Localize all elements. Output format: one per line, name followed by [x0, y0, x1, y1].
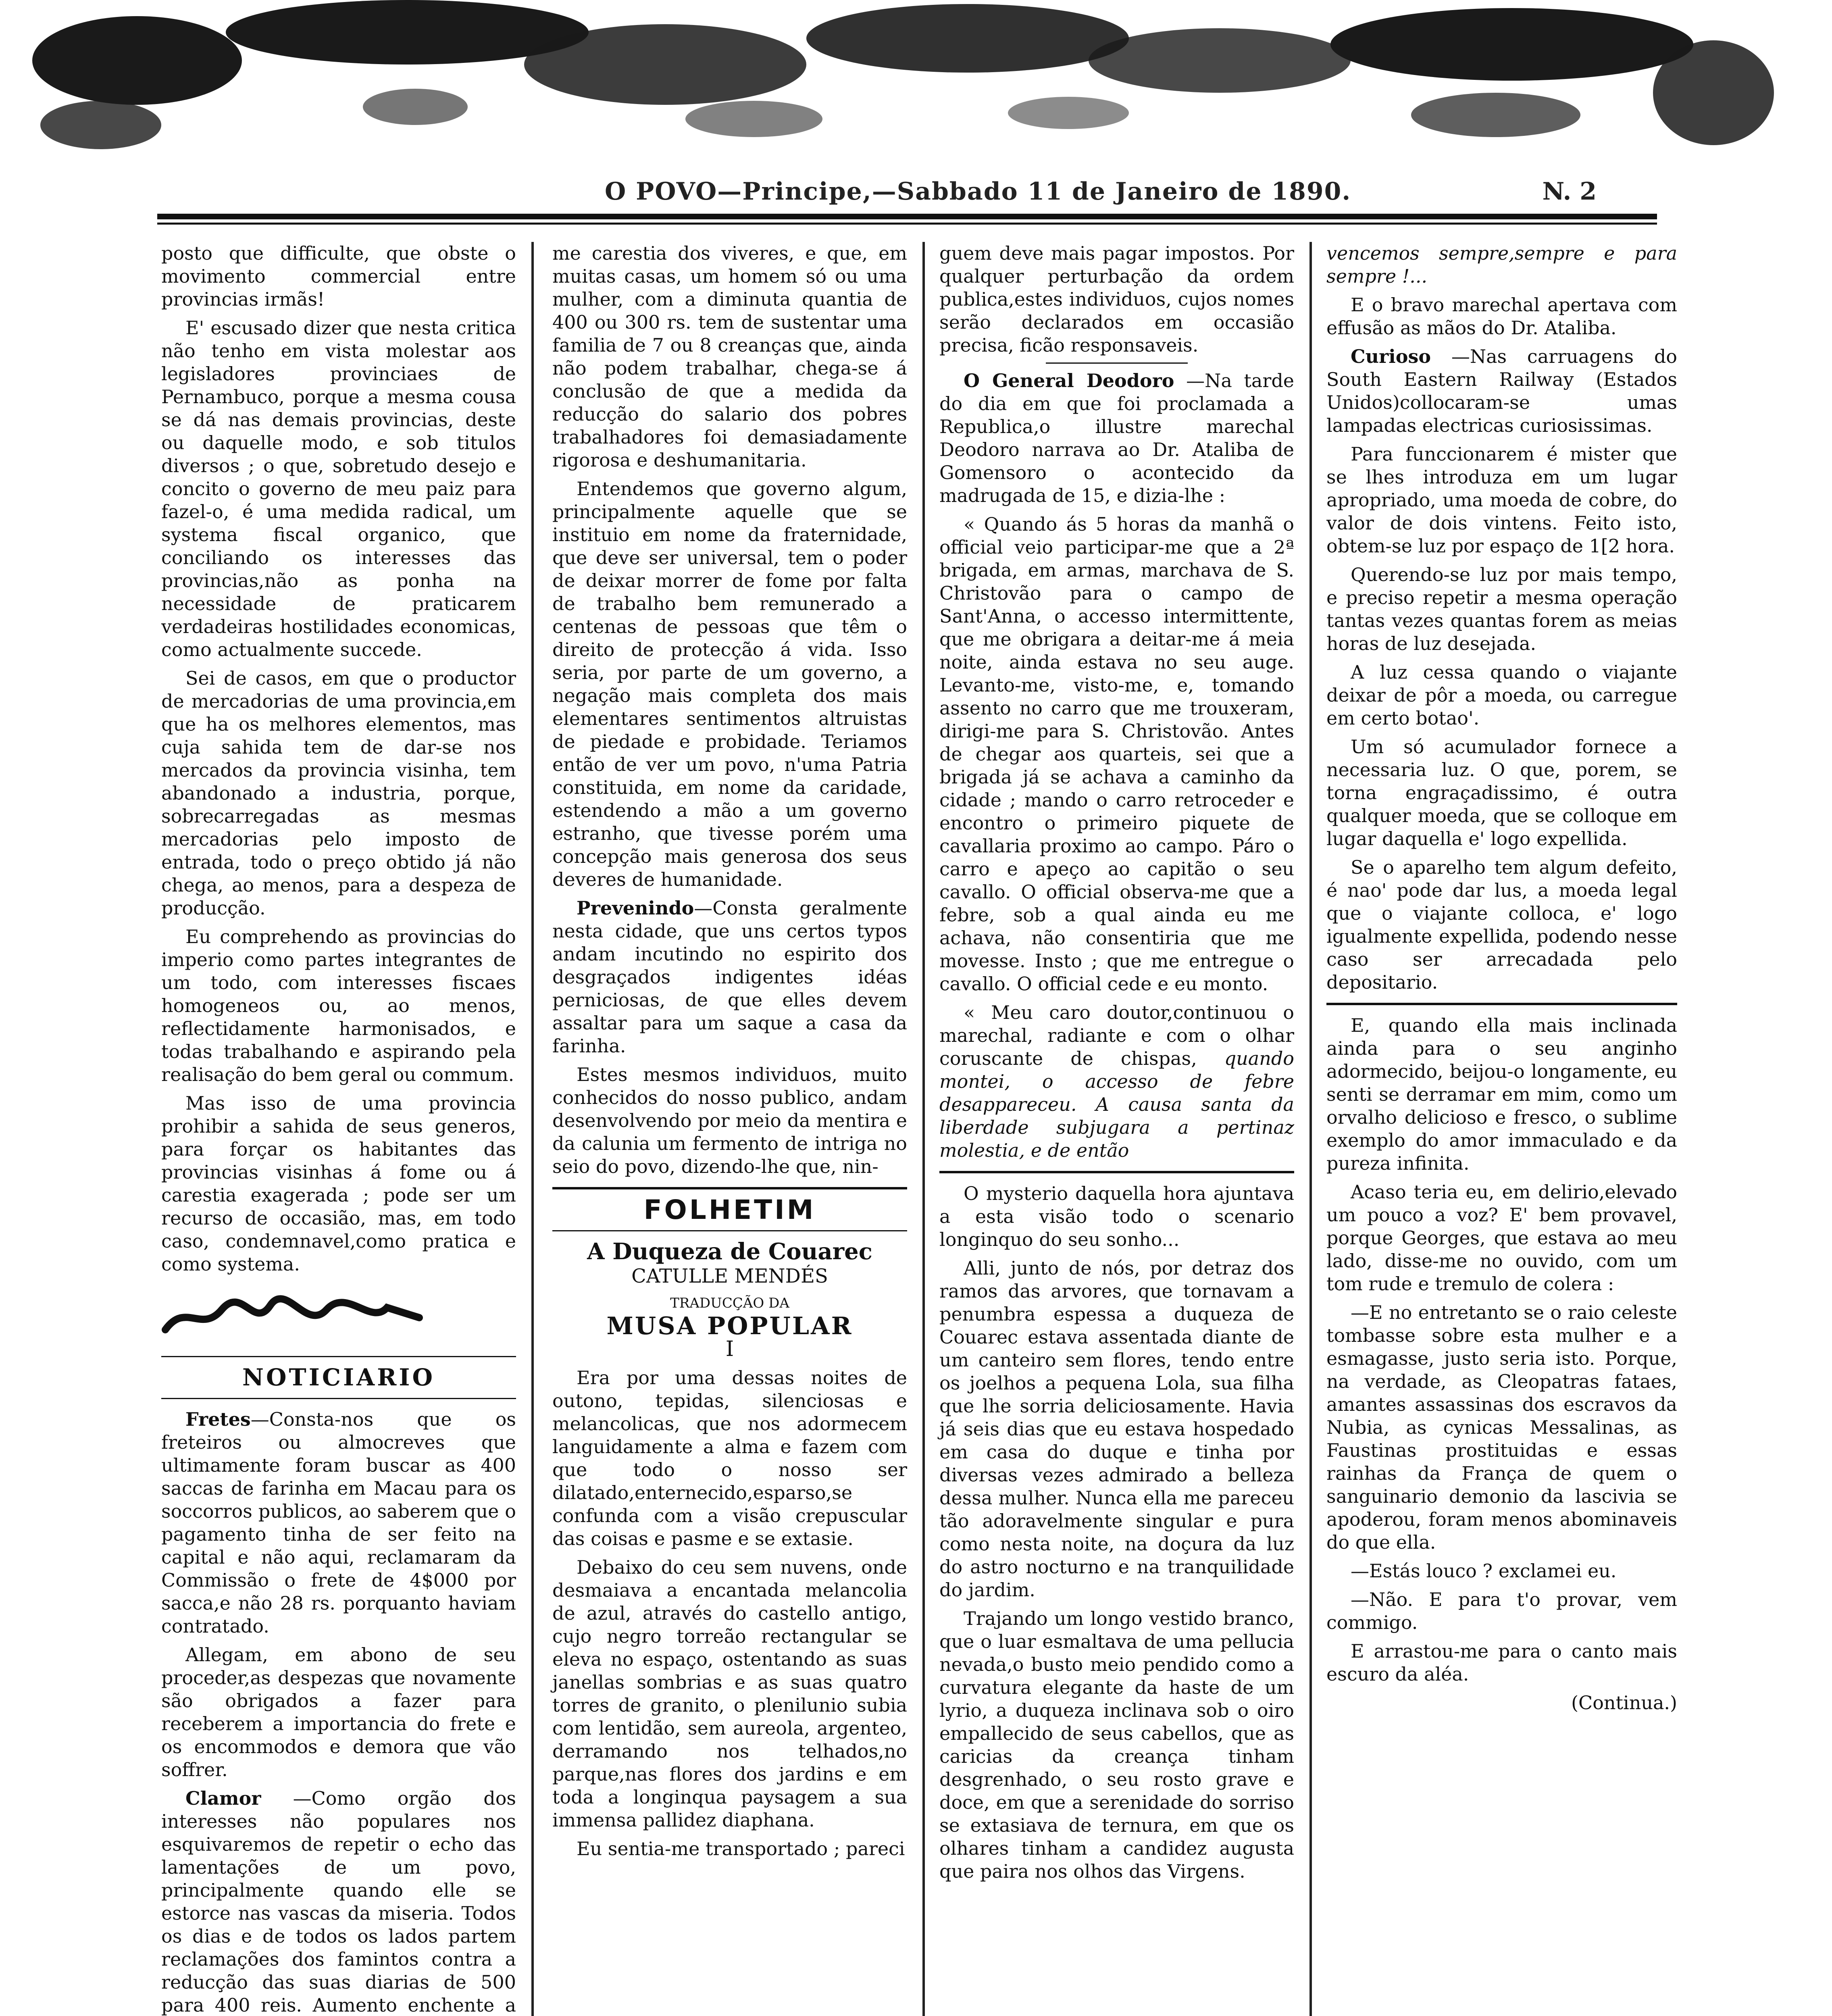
masthead-line: [258, 177, 1597, 214]
col4-paragraph: Querendo-se luz por mais tempo, e preciso repetir a mesma operação tantas vezes quantas forem as meias horas de luz desejada.: [1326, 564, 1677, 654]
rule: [1046, 362, 1188, 364]
news-curioso-text: —Nas carruagens do South Eastern Railway (Estados Unidos)collocaram-se umas lampadas electricas curiosissimas.: [1326, 346, 1677, 436]
col4-paragraph: E o bravo marechal apertava com effusão as mãos do Dr. Ataliba.: [1326, 294, 1677, 339]
news-curioso: [1326, 345, 1677, 437]
feuilleton-author: CATULLE MENDÉS: [631, 1265, 828, 1287]
rule: [552, 1187, 907, 1189]
rule: [1326, 1003, 1677, 1005]
col1-paragraph: E' escusado dizer que nesta critica não tenho em vista molestar aos legisladores provinciaes de Pernambuco, porque a mesma cousa se dá nas demais provincias, deste ou daquelle modo, e sob titulos diversos ; o que, sobretudo desejo e concito o governo de meu paiz para fazel-o, é uma medida radical, um systema fiscal organico, que conciliando os interesses das provincias,não as ponha na necessidade de praticarem verdadeiras hostilidades economicas, como actualmente succede.: [161, 317, 516, 660]
news-fretes: [161, 1408, 516, 1638]
feuilleton-paragraph: E arrastou-me para o canto mais escuro da aléa.: [1326, 1640, 1677, 1685]
header-rule: [157, 214, 1657, 219]
feuilleton-paragraph: E, quando ella mais inclinada ainda para o seu anginho adormecido, beijou-o longamente, eu senti se derramar em mim, como um orvalho delicioso e fresco, o sublime exemplo do amor immaculado e da pureza infinita.: [1326, 1014, 1677, 1174]
rule: [552, 1230, 907, 1231]
rule: [939, 1171, 1294, 1173]
column-2: [552, 242, 907, 1866]
folhetim-title: FOLHETIM: [643, 1194, 816, 1225]
feuilleton-paragraph: Trajando um longo vestido branco, que o luar esmaltava de uma pellucia nevada,o busto meio pendido como a curvatura elegante da haste de um lyrio, a duqueza inclinava sob o oiro empallecido de seus cabellos, que as caricias da creança tinham desgrenhado, o seu rosto grave e doce, em que a serenidade do sorriso se extasiava de ternura, em que os olhares tinham a candidez augusta que paira nos olhos das Virgens.: [939, 1608, 1294, 1882]
news-deodoro-title: O General Deodoro: [964, 370, 1174, 392]
col4-paragraph: A luz cessa quando o viajante deixar de pôr a moeda, ou carregue em certo botao'.: [1326, 661, 1677, 729]
column-3: [939, 242, 1294, 1889]
column-rule: [1309, 242, 1312, 2016]
feuilleton-title: A Duqueza de Couarec: [587, 1238, 872, 1265]
column-rule: [531, 242, 534, 2016]
column-4: [1326, 242, 1677, 1720]
quote-text: « Meu caro doutor,continuou o marechal, radiante e com o olhar coruscante de chispas,: [939, 1002, 1294, 1069]
feuilleton-paragraph: Acaso teria eu, em delirio,elevado um pouco a voz? E' bem provavel, porque Georges, que estava ao meu lado, disse-me no ouvido, com um tom rude e tremulo de colera :: [1326, 1181, 1677, 1295]
page-damage-noise: [0, 0, 1832, 177]
feuilleton-paragraph: Debaixo do ceu sem nuvens, onde desmaiava a encantada melancolia de azul, através do castello antigo, cujo negro torreão rectangular se eleva no espaço, ostentando as suas janellas sombrias e as suas quatro torres de granito, o plenilunio subia com lentidão, sem aureola, argenteo, derramando nos telhados,no parque,nas flores dos jardins e em toda a longinqua paysagem a sua immensa pallidez diaphana.: [552, 1556, 907, 1831]
rule: [161, 1356, 516, 1357]
section-title-noticiario: NOTICIARIO: [242, 1364, 435, 1391]
col3-paragraph: guem deve mais pagar impostos. Por qualquer perturbação da ordem publica,estes individuos, cujos nomes serão declarados em occasião precisa, ficão responsaveis.: [939, 242, 1294, 356]
feuilleton-chapter: I: [725, 1337, 734, 1361]
col2-paragraph: Estes mesmos individuos, muito conhecidos do nosso publico, andam desenvolvendo por meio da mentira e da calunia um fermento de intriga no seio do povo, dizendo-lhe que, nin-: [552, 1064, 907, 1177]
col1-paragraph: Allegam, em abono de seu proceder,as despezas que novamente são obrigados a fazer para receberem a importancia do frete e os encommodos e demora que vão soffrer.: [161, 1644, 516, 1781]
news-deodoro-text: —Na tarde do dia em que foi proclamada a Republica,o illustre marechal Deodoro narrava ao Dr. Ataliba de Gomensoro o acontecido da madrugada de 15, e dizia-lhe :: [939, 370, 1294, 506]
feuilleton-source: MUSA POPULAR: [606, 1312, 853, 1340]
signature: [161, 1293, 427, 1338]
feuilleton-paragraph: Era por uma dessas noites de outono, tepidas, silenciosas e melancolicas, que nos adormecem languidamente a alma e fazem com que todo o nosso ser dilatado,enternecido,esparso,se confunda com a visão crepuscular das coisas e pasme e se extasie.: [552, 1367, 907, 1549]
col4-paragraph: vencemos sempre,sempre e para sempre !...: [1326, 242, 1677, 287]
quote-italic-text: quando montei, o accesso de febre desappareceu. A causa santa da liberdade subjugara a pertinaz molestia, e de então: [939, 1048, 1294, 1161]
feuilleton-translation-label: TRADUCÇÃO DA: [670, 1295, 789, 1311]
col1-paragraph: Eu comprehendo as provincias do imperio como partes integrantes de um todo, com interesses fiscaes homogeneos ou, ao menos, reflectidamente harmonisados, e todas trabalhando e aspirando pela realisação do bem geral ou commum.: [161, 926, 516, 1085]
feuilleton-paragraph: Eu sentia-me transportado ; pareci: [577, 1838, 905, 1860]
news-clamor-title: Clamor: [185, 1787, 261, 1809]
continua-note: (Continua.): [1571, 1692, 1677, 1714]
feuilleton-paragraph: —Estás louco ? exclamei eu.: [1351, 1560, 1617, 1582]
col3-paragraph: « Quando ás 5 horas da manhã o official veio participar-me que a 2ª brigada, em armas, marchava de S. Christovão para o campo de Sant'Anna, o accesso intermittente, que me obrigara a deitar-me á meia noite, ainda estava no seu auge. Levanto-me, visto-me, e, tomando assento no carro que me trouxeram, dirigi-me para S. Christovão. Antes de chegar aos quarteis, sei que a brigada já se achava a caminho da cidade ; mando o carro retroceder e encontro o primeiro piquete de cavallaria proximo ao campo. Páro o carro e apeço ao capitão o seu cavallo. O official observa-me que a febre, sob a qual ainda eu me achava, não consentiria que me movesse. Insto ; que me entregue o cavallo. O official cede e eu monto.: [939, 513, 1294, 995]
header-rule-thin: [157, 223, 1657, 225]
news-curioso-title: Curioso: [1351, 346, 1431, 367]
column-1: [161, 242, 516, 2016]
col1-paragraph: Mas isso de uma provincia prohibir a sahida de seus generos, para forçar os habitantes das provincias visinhas á fome ou á carestia exagerada ; pode ser um recurso de occasião, mas, em todo caso, condemnavel,como pratica e como systema.: [161, 1092, 516, 1275]
col1-paragraph: posto que difficulte, que obste o movimento commercial entre provincias irmãs!: [161, 242, 516, 310]
col4-paragraph: Um só acumulador fornece a necessaria luz. O que, porem, se torna engraçadissimo, é outra qualquer moeda, que se colloque em lugar daquella e' logo expellida.: [1326, 736, 1677, 850]
feuilleton-paragraph: —Não. E para t'o provar, vem commigo.: [1326, 1589, 1677, 1633]
col2-paragraph: me carestia dos viveres, e que, em muitas casas, um homem só ou uma mulher, com a diminuta quantia de 400 ou 300 rs. tem de sustentar uma familia de 7 ou 8 creanças que, ainda não podem trabalhar, chega-se á conclusão de que a medida da reducção do salario dos pobres trabalhadores foi demasiadamente rigorosa e deshumanitaria.: [552, 242, 907, 471]
news-prevenindo-text: —Consta geralmente nesta cidade, que uns certos typos andam incutindo no espirito dos desgraçados indigentes idéas perniciosas, de que elles devem assaltar para um saque a casa da farinha.: [552, 897, 907, 1057]
col2-paragraph: Entendemos que governo algum, principalmente aquelle que se instituio em nome da fraternidade, que deve ser universal, tem o poder de deixar morrer de fome por falta de trabalho bem remunerado a centenas de pessoas que têm o direito de protecção á vida. Isso seria, por parte de um governo, a negação mais completa dos mais elementares sentimentos altruistas de piedade e probidade. Teriamos então de ver um povo, n'uma Patria constituida, em nome da caridade, estendendo a mão a um governo estranho, que tivesse porém uma concepção mais generosa dos seus deveres de humanidade.: [552, 478, 907, 890]
news-clamor-text: —Como orgão dos interesses não populares nos esquivaremos de repetir o echo das lamentações de um povo, principalmente quando elle se estorce nas vascas da miseria. Todos os dias e de todos os lados partem reclamações dos famintos contra a reducção das suas diarias de 500 para 400 reis. Aumento enchente a: [161, 1787, 516, 2016]
rule: [161, 1398, 516, 1399]
news-prevenindo: [552, 897, 907, 1058]
news-fretes-title: Fretes: [185, 1408, 251, 1430]
issue-number: N. 2: [1542, 177, 1597, 206]
col1-paragraph: Sei de casos, em que o productor de mercadorias de uma provincia,em que ha os melhores elementos, mas cuja sahida tem de dar-se nos mercados da provincia visinha, tem abandonado a industria, porque, sobrecarregadas as mesmas mercadorias pelo imposto de entrada, todo o preço obtido já não chega, ao menos, para a despeza de producção.: [161, 667, 516, 919]
feuilleton-paragraph: Alli, junto de nós, por detraz dos ramos das arvores, que tornavam a penumbra espessa a duqueza de Couarec estava assentada diante de um canteiro sem flores, tendo entre os joelhos a pequena Lola, sua filha que lhe sorria deliciosamente. Havia já seis dias que eu estava hospedado em casa do duque e tinha por diversas vezes admirado a belleza dessa mulher. Nunca ella me pareceu tão adoravelmente singular e pura como nesta noite, na doçura da luz do astro nocturno e na tranquilidade do jardim.: [939, 1257, 1294, 1601]
news-prevenindo-title: Prevenindo: [577, 897, 694, 919]
masthead-title: O POVO—Principe,—Sabbado 11 de Janeiro de 1890.: [605, 177, 1351, 206]
col4-paragraph: Se o aparelho tem algum defeito, é nao' pode dar lus, a moeda legal que o viajante colloca, e' logo igualmente expellida, podendo nesse caso ser arrecadada pelo depositario.: [1326, 856, 1677, 993]
news-clamor: [161, 1787, 516, 2016]
col3-paragraph: [939, 1001, 1294, 1162]
col4-paragraph: Para funccionarem é mister que se lhes introduza em um lugar apropriado, uma moeda de cobre, do valor de dois vintens. Feito isto, obtem-se luz por espaço de 1[2 hora.: [1326, 443, 1677, 557]
news-fretes-text: —Consta-nos que os freteiros ou almocreves que ultimamente foram buscar as 400 saccas de farinha em Macau para os soccorros publicos, ao saberem que o pagamento tinha de ser feito na capital e não aqui, reclamaram da Commissão o frete de 4$000 por sacca,e não 28 rs. porquanto haviam contratado.: [161, 1408, 516, 1637]
feuilleton-paragraph: —E no entretanto se o raio celeste tombasse sobre esta mulher e a esmagasse, justo seria isto. Porque, na verdade, as Cleopatras fataes, amantes assassinas dos escravos da Nubia, as cynicas Messalinas, as Faustinas prostituidas e essas rainhas da França de quem o sanguinario demonio da lascivia se apoderou, foram menos abominaveis do que ella.: [1326, 1302, 1677, 1553]
feuilleton-paragraph: O mysterio daquella hora ajuntava a esta visão todo o scenario longinquo do seu sonho...: [939, 1183, 1294, 1250]
news-deodoro: [939, 369, 1294, 507]
column-rule: [922, 242, 925, 2016]
